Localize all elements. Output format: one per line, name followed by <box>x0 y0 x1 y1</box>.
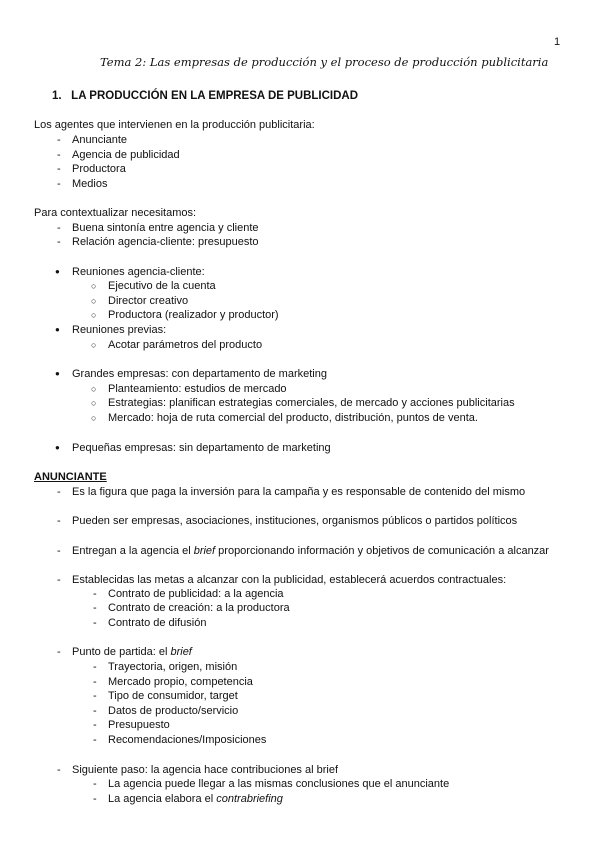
list-item: - Agencia de publicidad <box>72 148 180 162</box>
section-heading: 1. LA PRODUCCIÓN EN LA EMPRESA DE PUBLICIDAD <box>52 90 359 102</box>
list-item: - Medios <box>72 177 107 191</box>
list-item: - Establecidas las metas a alcanzar con la publicidad, establecerá acuerdos contractuales: <box>72 573 506 587</box>
contexto-intro: Para contextualizar necesitamos: <box>34 207 197 219</box>
emphasis-contrabriefing: contrabriefing <box>216 793 283 805</box>
emphasis-brief: brief <box>170 646 192 658</box>
list-item: ○ Director creativo <box>108 294 188 308</box>
list-item: - Recomendaciones/Imposiciones <box>108 733 266 747</box>
list-item: ● Reuniones previas: <box>72 323 166 337</box>
agentes-intro: Los agentes que intervienen en la producción publicitaria: <box>34 119 315 131</box>
emphasis-brief: brief <box>193 545 216 557</box>
list-item: ○ Estrategias: planifican estrategias comerciales, de mercado y acciones publicitarias <box>108 396 515 410</box>
list-item: ○ Planteamiento: estudios de mercado <box>108 382 287 396</box>
list-item: - Anunciante <box>72 133 127 147</box>
subsection-heading: ANUNCIANTE <box>34 471 107 483</box>
list-item: - Productora <box>72 162 126 176</box>
list-item: ○ Mercado: hoja de ruta comercial del producto, distribución, puntos de venta. <box>108 411 478 425</box>
list-item: - Siguiente paso: la agencia hace contribuciones al brief <box>72 763 338 777</box>
list-item: ○ Ejecutivo de la cuenta <box>108 279 216 293</box>
list-item: ○ Acotar parámetros del producto <box>108 338 262 352</box>
list-item: - Tipo de consumidor, target <box>108 689 238 703</box>
list-item <box>72 645 192 659</box>
list-item <box>72 544 549 558</box>
list-item: ● Reuniones agencia-cliente: <box>72 265 205 279</box>
list-item: - Presupuesto <box>108 718 170 732</box>
item-text: Entregan a la agencia el <box>72 545 194 557</box>
list-item: - Contrato de creación: a la productora <box>108 601 290 615</box>
item-text: proporcionando información y objetivos de comunicación a alcanzar <box>215 545 549 557</box>
list-item: - Datos de producto/servicio <box>108 704 238 718</box>
list-item: - Mercado propio, competencia <box>108 675 253 689</box>
list-item: - Es la figura que paga la inversión para la campaña y es responsable de contenido del mismo <box>72 485 525 499</box>
list-item <box>108 792 283 806</box>
list-item: - La agencia puede llegar a las mismas conclusiones que el anunciante <box>108 777 449 791</box>
document-title: Tema 2: Las empresas de producción y el proceso de producción publicitaria <box>100 55 549 69</box>
list-item: - Contrato de difusión <box>108 616 206 630</box>
list-item: ● Pequeñas empresas: sin departamento de marketing <box>72 441 331 455</box>
item-text: Punto de partida: el <box>72 646 171 658</box>
item-text: La agencia elabora el <box>108 793 217 805</box>
list-item: - Buena sintonía entre agencia y cliente <box>72 221 259 235</box>
list-item: ○ Productora (realizador y productor) <box>108 308 279 322</box>
list-item: ● Grandes empresas: con departamento de marketing <box>72 367 327 381</box>
page-number: 1 <box>554 36 561 48</box>
list-item: - Contrato de publicidad: a la agencia <box>108 587 284 601</box>
list-item: - Trayectoria, origen, misión <box>108 660 237 674</box>
list-item: - Relación agencia-cliente: presupuesto <box>72 235 259 249</box>
list-item: - Pueden ser empresas, asociaciones, instituciones, organismos públicos o partidos políticos <box>72 514 517 528</box>
